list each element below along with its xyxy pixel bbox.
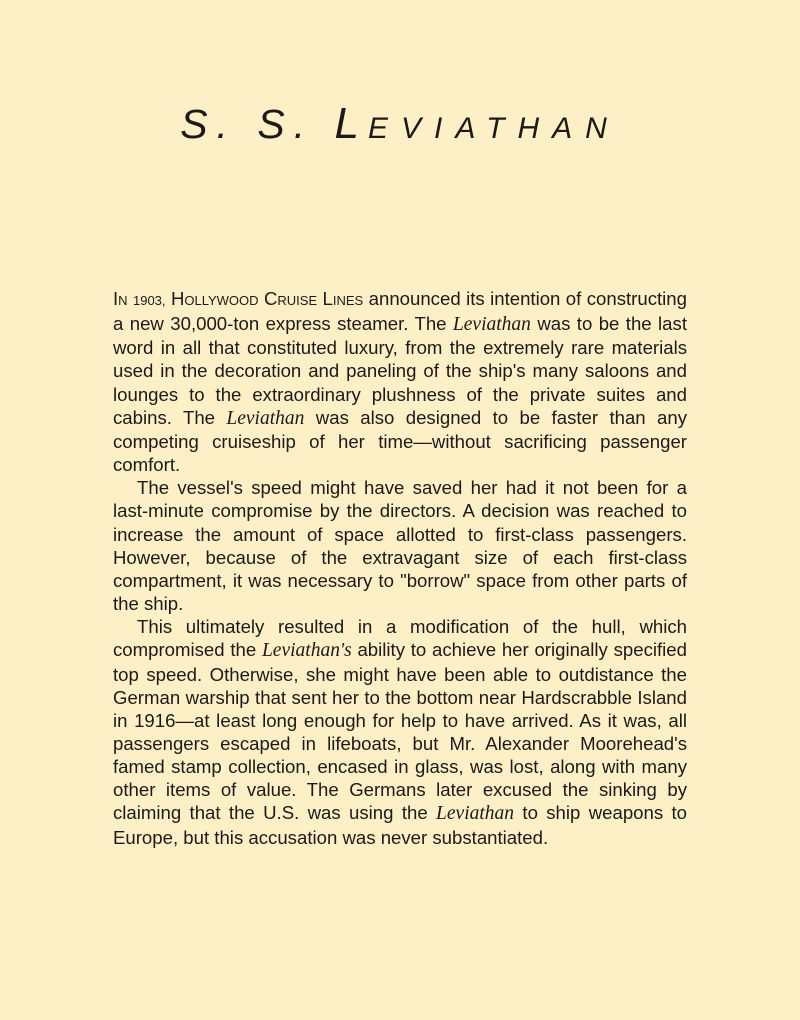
page-title (0, 96, 800, 157)
ship-name-possessive: Leviathan's (261, 640, 352, 662)
paragraph-1-text-2: was to be the last word in all that constituted luxury, from the extremely rare materials used in the decoration and paneling of the ship's many saloons and lounges to the extraordinary plushness of the private suites and cabins. The (113, 313, 687, 428)
ship-name: Leviathan (436, 803, 515, 825)
paragraph-1-text-3: was also designed to be faster than any competing cruiseship of her time—without sacrificing passenger comfort. (113, 406, 687, 476)
title-name-initial: L (334, 99, 368, 148)
paragraph-1 (113, 287, 687, 476)
lead-in-company: Hollywood Cruise Lines (170, 288, 364, 309)
paragraph-3-text-1: This ultimately resulted in a modification of the hull, which compromised the (113, 616, 687, 661)
title-name-rest-text: EVIATHAN (367, 112, 620, 145)
ship-name: Leviathan (226, 407, 305, 429)
title-s2: S. (257, 101, 315, 147)
ship-name: Leviathan (452, 314, 531, 336)
paragraph-3-text-3: to ship weapons to Europe, but this accusation was never substantiated. (113, 802, 688, 848)
lead-in-year: 1903, (132, 293, 166, 308)
paragraph-3 (113, 615, 687, 849)
paragraph-2: The vessel's speed might have saved her had it not been for a last-minute compromise by the directors. A decision was reached to increase the amount of space allotted to first-class passengers. However, because of the extravagant size of each first-class compartment, it was necessary to "borrow" space from other parts of the ship. (113, 477, 687, 615)
paragraph-3-text-2: ability to achieve her originally specified top speed. Otherwise, she might have been able to outdistance the German warship that sent her to the bottom near Hardscrabble Island in 1916—at least long enough for help to have arrived. As it was, all passengers escaped in lifeboats, but Mr. Alexander Moorehead's famed stamp collection, encased in glass, was lost, along with many other items of value. The Germans later excused the sinking by claiming that the U.S. was using the (113, 639, 687, 824)
title-s1: S. (180, 101, 237, 147)
lead-in-word: In (113, 288, 128, 309)
paragraph-1-text-1: announced its intention of constructing a new 30,000-ton express steamer. The (113, 288, 687, 335)
article-body (113, 287, 687, 849)
title-name-rest (368, 112, 620, 145)
